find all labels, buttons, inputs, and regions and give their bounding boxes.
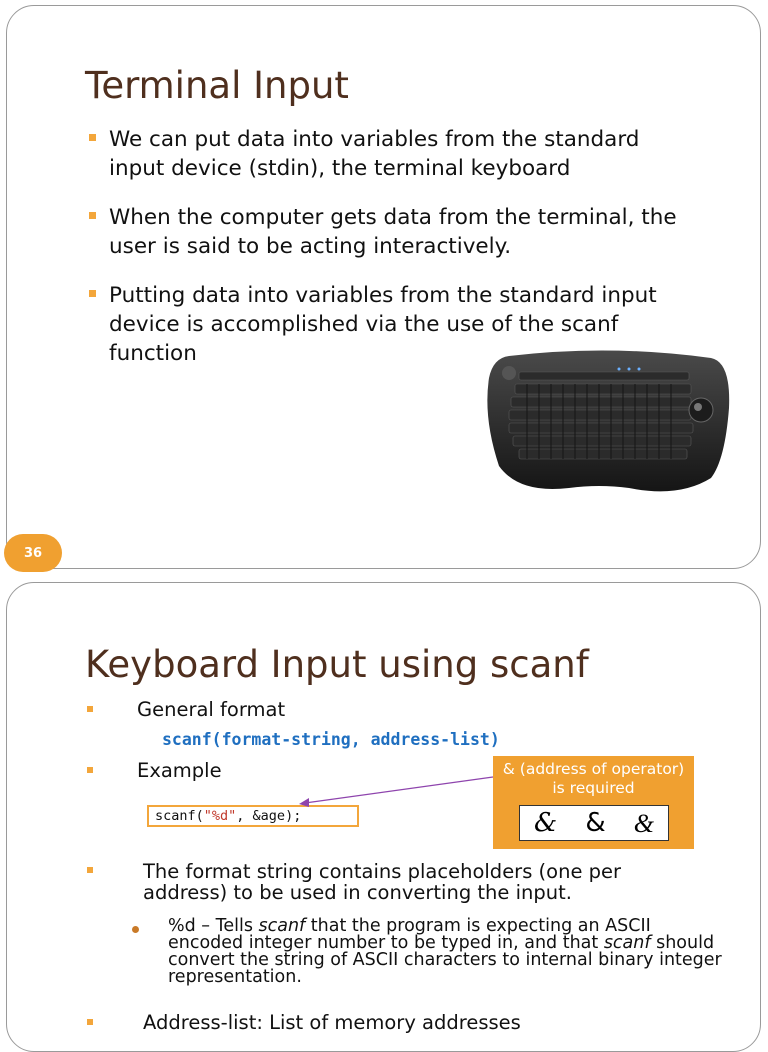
bullet-marker [89, 290, 96, 297]
bullet-marker [87, 867, 93, 873]
address-operator-callout [493, 756, 694, 849]
keyboard-image [479, 348, 737, 500]
bullet-text: We can put data into variables from the standard input device (stdin), the terminal keyboard [109, 127, 640, 181]
general-format-code: scanf(format-string, address-list) [162, 730, 500, 749]
slide-terminal-input [6, 5, 761, 569]
keyboard-icon [479, 348, 737, 500]
ampersand-glyph: & [585, 807, 606, 838]
sub-bullet-text: %d – Tells scanf that the program is expecting an ASCII encoded integer number to be typed in, and that scanf should convert the string of ASCII characters to internal binary integer representation. [168, 916, 722, 987]
address-list-bullet: Address-list: List of memory addresses [143, 1011, 521, 1034]
callout-arrow [297, 773, 497, 813]
bullet-marker [87, 767, 93, 773]
slide-title: Keyboard Input using scanf [85, 643, 589, 686]
ampersand-glyph: & [633, 808, 654, 838]
slide-keyboard-input-scanf [6, 582, 761, 1052]
sub-bullet-marker [132, 926, 139, 933]
example-label: Example [137, 759, 222, 782]
example-code: scanf("%d", &age); [147, 805, 359, 827]
ampersand-glyph: & [534, 807, 558, 838]
bullet-text: When the computer gets data from the terminal, the user is said to be acting interactively. [109, 205, 677, 259]
general-format-label: General format [137, 698, 286, 721]
bullet-marker [87, 706, 93, 712]
ampersand-glyphs-panel [519, 805, 669, 841]
callout-line-1: & (address of operator) [502, 760, 685, 778]
format-bullet-text: The format string contains placeholders (one per address) to be used in converting the input. [143, 860, 622, 904]
bullet-marker [89, 212, 96, 219]
callout-line-2: is required [552, 779, 635, 797]
slide-title: Terminal Input [85, 64, 349, 107]
bullet-marker [87, 1019, 93, 1025]
bullet-text: Putting data into variables from the standard input device is accomplished via the use of the scanf function [109, 283, 657, 366]
bullet-marker [89, 134, 96, 141]
slide-number-badge: 36 [4, 534, 62, 572]
